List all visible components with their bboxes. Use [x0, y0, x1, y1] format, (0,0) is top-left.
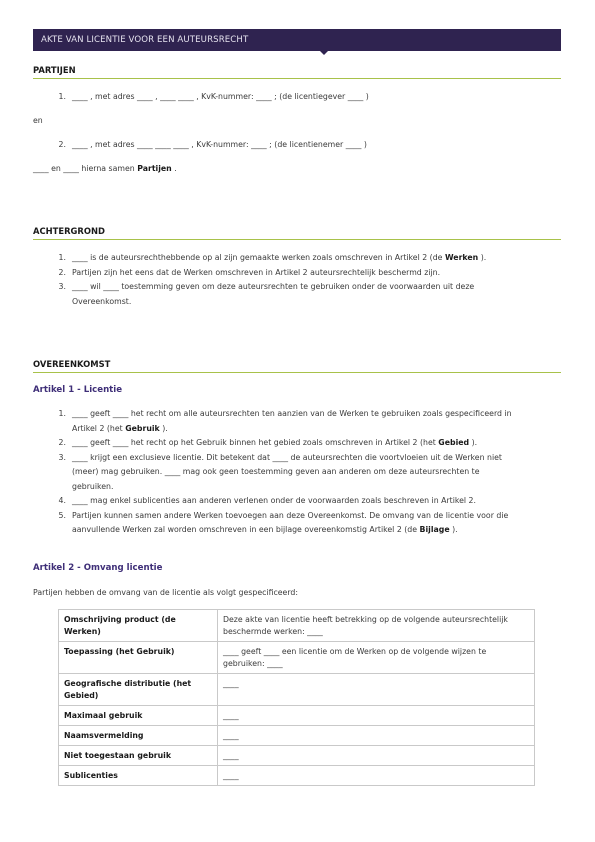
section-heading-parties: PARTIJEN — [33, 65, 76, 75]
party-1-number: 1. — [58, 92, 66, 101]
document-title: AKTE VAN LICENTIE VOOR EEN AUTEURSRECHT — [41, 35, 249, 45]
table-key-cell: Omschrijving product (de Werken) — [59, 610, 218, 642]
article-1-item-text — [72, 482, 113, 491]
text-segment: aanvullende Werken zal worden omschreven in een bijlage overeenkomstig Artikel 2 (de — [72, 525, 420, 534]
text-segment: ). — [159, 423, 168, 433]
section-heading-background: ACHTERGROND — [33, 226, 105, 236]
text-segment: ____ geeft ____ het recht op het Gebruik binnen het gebied zoals omschreven in Artikel 2 (het — [72, 438, 439, 447]
text-segment: Overeenkomst. — [72, 296, 132, 306]
table-row — [59, 674, 535, 706]
text-segment: Partijen kunnen samen andere Werken toevoegen aan deze Overeenkomst. De omvang van de licentie voor die — [72, 510, 509, 520]
article-1-item-number: 3. — [58, 452, 66, 462]
text-segment: ). — [478, 253, 487, 262]
party-1-text: ____ , met adres ____ , ____ ____ , KvK-nummer: ____ ; (de licentiegever ____ ) — [72, 92, 369, 101]
background-item-text — [72, 297, 131, 306]
article-1-item-text — [72, 424, 168, 433]
defined-term: Gebied — [438, 438, 470, 447]
text-segment: gebruiken. — [72, 481, 114, 491]
article-1-item-number: 2. — [58, 438, 66, 447]
background-item-number: 1. — [58, 253, 66, 262]
text-segment: Artikel 2 (het — [72, 423, 126, 433]
table-key-cell: Geografische distributie (het Gebied) — [59, 674, 218, 706]
background-item-text — [72, 282, 474, 291]
table-value-cell: ____ geeft ____ een licentie om de Werken op de volgende wijzen te gebruiken: ____ — [218, 642, 535, 674]
table-value-cell: ____ — [218, 726, 535, 746]
table-value-cell: ____ — [218, 766, 535, 786]
together-bold: Partijen — [137, 164, 172, 173]
text-segment: ____ krijgt een exclusieve licentie. Dit betekent dat ____ de auteursrechten die voortvloeien uit de Werken niet — [72, 452, 502, 462]
table-row — [59, 766, 535, 786]
text-segment: ). — [449, 525, 458, 534]
text-segment: ____ is de auteursrechthebbende op al zijn gemaakte werken zoals omschreven in Artikel 2 (de — [72, 253, 445, 262]
party-2-number: 2. — [58, 140, 66, 149]
document-title-banner — [33, 29, 561, 51]
article-1-item-number: 4. — [58, 496, 66, 505]
table-row — [59, 610, 535, 642]
article-1-item-text — [72, 438, 477, 447]
text-segment: (meer) mag gebruiken. ____ mag ook geen toestemming geven aan anderen om deze auteursrechten te — [72, 467, 480, 476]
background-item-number: 3. — [58, 282, 66, 291]
background-item-number: 2. — [58, 267, 66, 277]
article-1-item-text — [72, 496, 476, 505]
article-1-item-text — [72, 409, 512, 418]
and-connector: en — [33, 116, 43, 125]
text-segment: ____ wil ____ toestemming geven om deze auteursrechten te gebruiken onder de voorwaarden uit deze — [72, 282, 475, 291]
background-item-text — [72, 253, 486, 262]
table-key-cell: Niet toegestaan gebruik — [59, 746, 218, 766]
article-1-item-text — [72, 525, 458, 534]
table-row — [59, 642, 535, 674]
article-1-item-text — [72, 511, 508, 520]
text-segment: Partijen zijn het eens dat de Werken omschreven in Artikel 2 auteursrechtelijk beschermd zijn. — [72, 267, 441, 277]
defined-term: Werken — [444, 253, 479, 262]
table-key-cell: Naamsvermelding — [59, 726, 218, 746]
defined-term: Gebruik — [125, 423, 160, 433]
parties-together-line — [33, 164, 177, 173]
article-1-item-number: 5. — [58, 510, 66, 520]
table-value-cell: ____ — [218, 674, 535, 706]
article-1-item-number: 1. — [58, 409, 66, 418]
section-rule — [33, 78, 561, 79]
banner-notch — [320, 51, 328, 55]
table-row — [59, 706, 535, 726]
table-value-cell: Deze akte van licentie heeft betrekking op de volgende auteursrechtelijk beschermde werken: ____ — [218, 610, 535, 642]
article-1-item-text — [72, 453, 502, 462]
text-segment: ____ mag enkel sublicenties aan anderen verlenen onder de voorwaarden zoals beschreven in Artikel 2. — [72, 496, 476, 505]
table-row — [59, 746, 535, 766]
defined-term: Bijlage — [419, 525, 450, 534]
section-heading-agreement: OVEREENKOMST — [33, 359, 111, 369]
section-rule — [33, 372, 561, 373]
article-2-intro: Partijen hebben de omvang van de licentie als volgt gespecificeerd: — [33, 588, 299, 597]
background-item-text — [72, 268, 440, 277]
article-1-item-text — [72, 467, 480, 476]
text-segment: ____ geeft ____ het recht om alle auteursrechten ten aanzien van de Werken te gebruiken zoals gespecificeerd in — [72, 409, 512, 418]
table-key-cell: Sublicenties — [59, 766, 218, 786]
together-pre: ____ en ____ hierna samen — [33, 164, 135, 173]
text-segment: ). — [469, 438, 478, 447]
license-scope-table — [58, 609, 535, 786]
table-value-cell: ____ — [218, 746, 535, 766]
table-row — [59, 726, 535, 746]
together-post: . — [174, 164, 177, 173]
table-key-cell: Maximaal gebruik — [59, 706, 218, 726]
article-1-title: Artikel 1 - Licentie — [33, 385, 123, 395]
article-2-title: Artikel 2 - Omvang licentie — [33, 563, 163, 573]
table-value-cell: ____ — [218, 706, 535, 726]
section-rule — [33, 239, 561, 240]
party-2-text: ____ , met adres ____ ____ ____ , KvK-nummer: ____ ; (de licentienemer ____ ) — [72, 140, 367, 149]
table-key-cell: Toepassing (het Gebruik) — [59, 642, 218, 674]
